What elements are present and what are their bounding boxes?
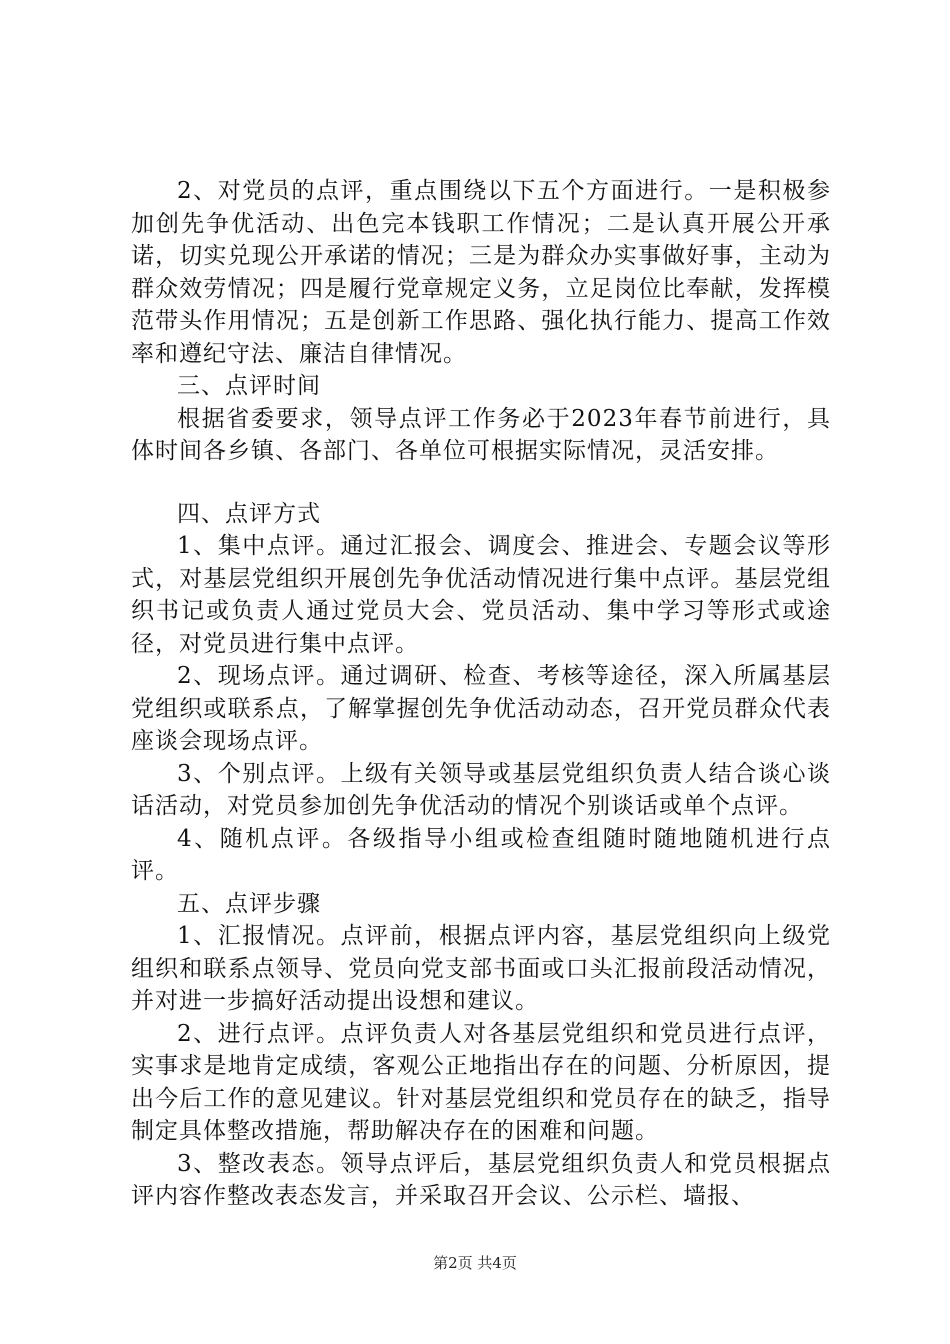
paragraph-random-evaluation: 4、随机点评。各级指导小组或检查组随时随地随机进行点评。 [131, 825, 831, 884]
paragraph-individual-evaluation: 3、个别点评。上级有关领导或基层党组织负责人结合谈心谈话活动，对党员参加创先争优活动的情况个别谈话或单个点评。 [131, 760, 831, 819]
paragraph-onsite-evaluation: 2、现场点评。通过调研、检查、考核等途径，深入所属基层党组织或联系点，了解掌握创先争优活动动态，召开党员群众代表座谈会现场点评。 [131, 663, 831, 754]
heading-evaluation-time: 三、点评时间 [177, 373, 321, 399]
paragraph-evaluation-time: 根据省委要求，领导点评工作务必于2023年春节前进行，具体时间各乡镇、各部门、各单位可根据实际情况，灵活安排。 [131, 405, 831, 464]
paragraph-conduct-evaluation: 2、进行点评。点评负责人对各基层党组织和党员进行点评，实事求是地肯定成绩，客观公正地指出存在的问题、分析原因，提出今后工作的意见建议。针对基层党组织和党员存在的缺乏，指导制定具体整改措施，帮助解决存在的困难和问题。 [131, 1020, 831, 1144]
page-number-footer: 第2页 共4页 [433, 1254, 517, 1272]
paragraph-evaluation-aspects: 2、对党员的点评，重点围绕以下五个方面进行。一是积极参加创先争优活动、出色完本钱职工作情况；二是认真开展公开承诺，切实兑现公开承诺的情况；三是为群众办实事做好事，主动为群众效劳情况；四是履行党章规定义务，立足岗位比奉献，发挥模范带头作用情况；五是创新工作思路、强化执行能力、提高工作效率和遵纪守法、廉洁自律情况。 [131, 178, 831, 367]
document-body [131, 175, 831, 1213]
paragraph-rectification-statement: 3、整改表态。领导点评后，基层党组织负责人和党员根据点评内容作整改表态发言，并采取召开会议、公示栏、墙报、 [131, 1150, 831, 1209]
paragraph-report-situation: 1、汇报情况。点评前，根据点评内容，基层党组织向上级党组织和联系点领导、党员向党支部书面或口头汇报前段活动情况，并对进一步搞好活动提出设想和建议。 [131, 923, 831, 1014]
heading-evaluation-steps: 五、点评步骤 [177, 890, 321, 917]
heading-evaluation-method: 四、点评方式 [177, 500, 321, 527]
paragraph-centralized-evaluation: 1、集中点评。通过汇报会、调度会、推进会、专题会议等形式，对基层党组织开展创先争优活动情况进行集中点评。基层党组织书记或负责人通过党员大会、党员活动、集中学习等形式或途径，对党员进行集中点评。 [131, 533, 831, 657]
